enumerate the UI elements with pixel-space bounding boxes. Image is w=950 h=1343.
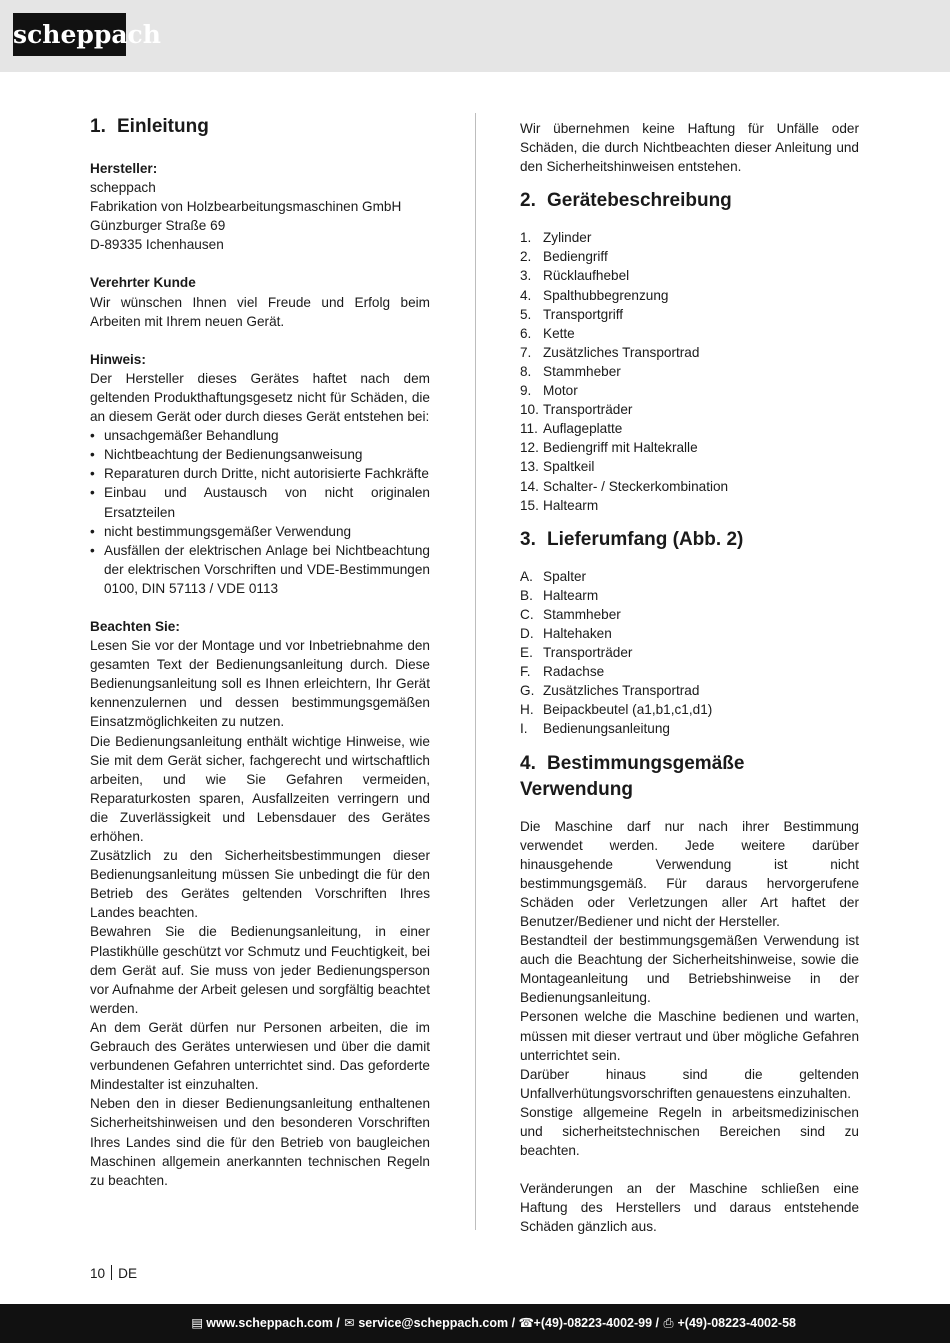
contact-line: ▤ www.scheppach.com / ✉ service@scheppach.com / ☎+(49)-08223-4002-99 / ⎙ +(49)-08223-4002-58 xyxy=(191,1316,796,1330)
list-item: E. Transporträder xyxy=(520,645,633,661)
list-item: 10. Transporträder xyxy=(520,402,633,418)
fax-icon: ⎙ xyxy=(663,1316,674,1330)
list-item: 5. Transportgriff xyxy=(520,306,624,322)
phone-icon: ☎ xyxy=(518,1316,535,1330)
observe-paragraph: Zusätzlich zu den Sicherheitsbestimmungen dieser Bedienungsanleitung müssen Sie unbedingt die für den Betrieb des Gerätes geltenden Vorschriften Ihres Landes beachten. xyxy=(90,848,430,921)
observe-paragraph: Die Bedienungsanleitung enthält wichtige Hinweise, wie Sie mit dem Gerät sicher, fachgerecht und wirtschaftlich arbeiten, und wie Sie Gefahren vermeiden, Reparaturkosten sparen, Ausfallzeiten verringern und die Zuverlässigkeit und Lebensdauer des Gerätes erhöhen. xyxy=(90,733,430,844)
manufacturer-line: Günzburger Straße 69 xyxy=(90,218,226,234)
page-number: 10 DE xyxy=(90,1266,138,1281)
usage-paragraph: Personen welche die Maschine bedienen und warten, müssen mit dieser vertraut und über mögliche Gefahren unterrichtet sein. xyxy=(520,1009,859,1063)
note-label: Hinweis: xyxy=(90,351,146,367)
phone-number: +(49)-08223-4002-99 xyxy=(533,1316,653,1330)
observe-paragraph: Neben den in dieser Bedienungsanleitung enthaltenen Sicherheitshinweisen und den besonderen Vorschriften Ihres Landes sind die für den Betrieb von baugleichen Maschinen allgemein anerkannten technischen Regeln zu beachten. xyxy=(90,1096,430,1188)
list-item: C. Stammheber xyxy=(520,606,621,622)
manufacturer-line: scheppach xyxy=(90,180,156,196)
list-item: 9. Motor xyxy=(520,383,578,399)
computer-icon: ▤ xyxy=(191,1316,204,1330)
note-text: Der Hersteller dieses Gerätes haftet nach dem geltenden Produkthaftungsgesetz nicht für Schäden, die an diesem Gerät oder durch dieses Gerät entstehen bei: xyxy=(90,370,430,425)
left-column xyxy=(90,114,430,1190)
email-link[interactable]: service@scheppach.com xyxy=(358,1316,509,1330)
observe-paragraph: Lesen Sie vor der Montage und vor Inbetriebnahme den gesamten Text der Bedienungsanleitung durch. Diese Bedienungsanleitung soll es Ihnen erleichtern, Ihr Gerät kennenzulernen und dessen bestimmungsgemäßen Einsatzmöglichkeiten zu nutzen. xyxy=(90,638,430,730)
list-item: • nicht bestimmungsgemäßer Verwendung xyxy=(90,522,430,541)
section-2-heading: 2. Gerätebeschreibung xyxy=(520,190,732,212)
list-item: 15. Haltearm xyxy=(520,497,599,513)
list-item: • Nichtbeachtung der Bedienungsanweisung xyxy=(90,445,430,464)
email-icon: ✉ xyxy=(344,1316,355,1330)
list-item: 2. Bediengriff xyxy=(520,249,608,265)
list-item: • Reparaturen durch Dritte, nicht autorisierte Fachkräfte xyxy=(90,464,430,483)
list-item: D. Haltehaken xyxy=(520,625,612,641)
usage-paragraph: Sonstige allgemeine Regeln in arbeitsmedizinischen und sicherheitstechnischen Bereichen sind zu beachten. xyxy=(520,1104,859,1159)
page-number-separator xyxy=(111,1265,112,1280)
device-parts-list xyxy=(520,228,859,514)
list-item: 8. Stammheber xyxy=(520,363,621,379)
list-item: • Einbau und Austausch von nicht originalen Ersatzteilen xyxy=(90,483,430,521)
list-item: 3. Rücklaufhebel xyxy=(520,268,630,284)
list-item: 1. Zylinder xyxy=(520,230,592,246)
usage-paragraph: Darüber hinaus sind die geltenden Unfallverhütungsvorschriften genauestens einzuhalten. xyxy=(520,1066,859,1101)
list-item: A. Spalter xyxy=(520,568,587,584)
observe-label: Beachten Sie: xyxy=(90,618,180,634)
customer-label: Verehrter Kunde xyxy=(90,275,196,291)
right-column xyxy=(520,119,859,1237)
website-link[interactable]: www.scheppach.com xyxy=(206,1316,333,1330)
liability-text: Wir übernehmen keine Haftung für Unfälle oder Schäden, die durch Nichtbeachten dieser Anleitung und den Sicherheitshinweisen entstehen. xyxy=(520,121,859,175)
list-item: G. Zusätzliches Transportrad xyxy=(520,683,700,699)
usage-paragraph: Bestandteil der bestimmungsgemäßen Verwendung ist auch die Beachtung der Sicherheitshinweise, sowie die Montageanleitung und Betriebshinweise in der Bedienungsanleitung. xyxy=(520,933,859,1006)
list-item: F. Radachse xyxy=(520,664,605,680)
list-item: 11. Auflageplatte xyxy=(520,421,623,437)
section-4-heading: 4. Bestimmungsgemäße Verwendung xyxy=(520,752,745,800)
usage-paragraph: Die Maschine darf nur nach ihrer Bestimmung verwendet werden. Jede weitere darüber hinausgehende Verwendung ist nicht bestimmungsgemäß. Für daraus hervorgerufene Schäden oder Verletzungen aller Art haftet der Benutzer/Bediener und nicht der Hersteller. xyxy=(520,818,859,929)
list-item: 6. Kette xyxy=(520,325,575,341)
manufacturer-line: D-89335 Ichenhausen xyxy=(90,237,224,253)
list-item: B. Haltearm xyxy=(520,587,599,603)
page-header xyxy=(0,0,950,72)
fax-number: +(49)-08223-4002-58 xyxy=(677,1316,796,1330)
list-item: 4. Spalthubbegrenzung xyxy=(520,287,669,303)
list-item: H. Beipackbeutel (a1,b1,c1,d1) xyxy=(520,702,713,718)
observe-paragraph: Bewahren Sie die Bedienungsanleitung, in einer Plastikhülle geschützt vor Schmutz und Feuchtigkeit, bei dem Gerät auf. Sie muss von jeder Bedienungsperson vor Aufnahme der Arbeit gelesen und sorgfältig beachtet werden. xyxy=(90,924,430,1016)
note-bullet-list xyxy=(90,426,430,598)
list-item: 14. Schalter- / Steckerkombination xyxy=(520,478,729,494)
scope-of-delivery-list xyxy=(520,567,859,739)
list-item: • Ausfällen der elektrischen Anlage bei Nichtbeachtung der elektrischen Vorschriften und VDE-Bestimmungen 0100, DIN 57113 / VDE 0113 xyxy=(90,541,430,598)
list-item: 12. Bediengriff mit Haltekralle xyxy=(520,440,698,456)
list-item: 7. Zusätzliches Transportrad xyxy=(520,344,700,360)
page-footer xyxy=(0,1304,950,1343)
customer-text: Wir wünschen Ihnen viel Freude und Erfolg beim Arbeiten mit Ihrem neuen Gerät. xyxy=(90,294,430,329)
observe-paragraph: An dem Gerät dürfen nur Personen arbeiten, die im Gebrauch des Gerätes unterwiesen und über die damit verbundenen Gefahren unterrichtet sind. Das geforderte Mindestalter ist einzuhalten. xyxy=(90,1019,430,1093)
scheppach-logo: scheppach xyxy=(13,13,126,56)
list-item: 13. Spaltkeil xyxy=(520,459,595,475)
column-divider xyxy=(475,113,476,1230)
manufacturer-line: Fabrikation von Holzbearbeitungsmaschinen GmbH xyxy=(90,199,402,215)
section-1-heading: 1. Einleitung xyxy=(90,116,209,137)
manufacturer-label: Hersteller: xyxy=(90,161,158,176)
modification-text: Veränderungen an der Maschine schließen eine Haftung des Herstellers und daraus entstehende Schäden gänzlich aus. xyxy=(520,1181,859,1235)
list-item: I. Bedienungsanleitung xyxy=(520,721,670,737)
section-3-heading: 3. Lieferumfang (Abb. 2) xyxy=(520,528,744,550)
list-item: • unsachgemäßer Behandlung xyxy=(90,426,430,445)
